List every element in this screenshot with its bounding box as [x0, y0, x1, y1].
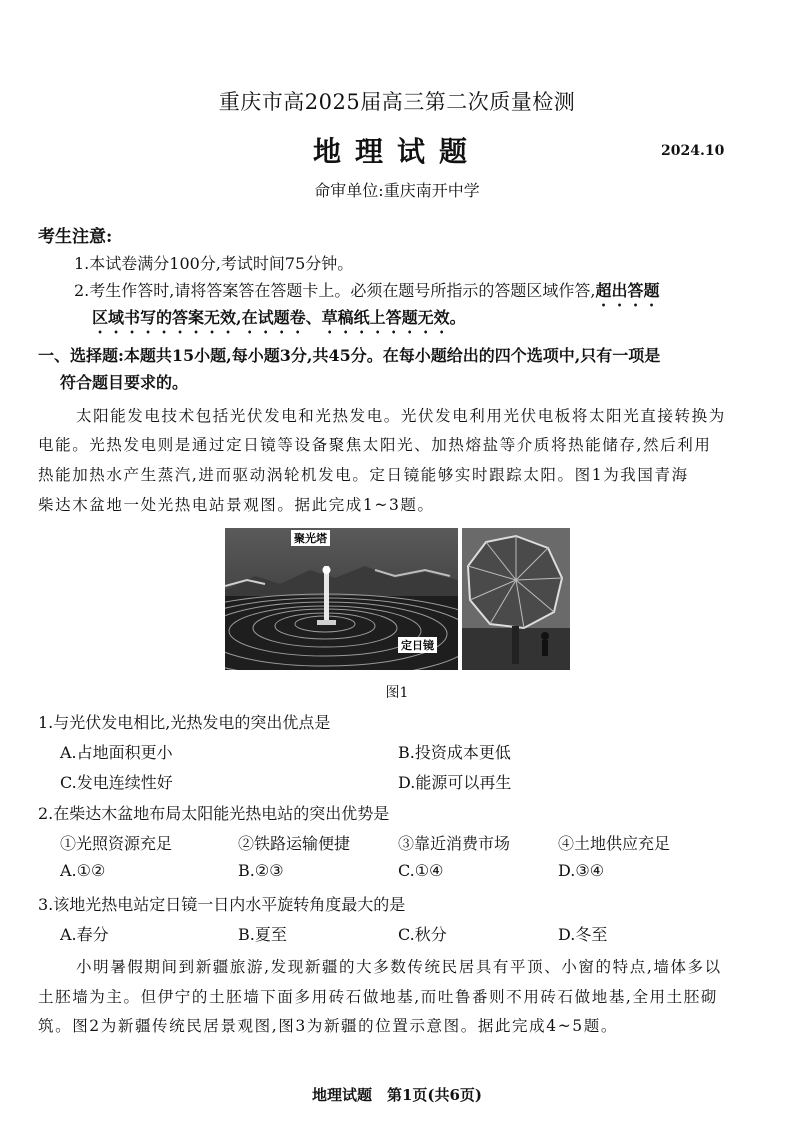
passage-1-line-4: 柴达木盆地一处光热电站景观图。据此完成1~3题。: [38, 496, 435, 514]
q1-option-a: A.占地面积更小: [60, 743, 173, 762]
exam-date: 2024.10: [661, 143, 725, 159]
figure-1-caption: 图1: [385, 685, 409, 701]
q1-option-b: B.投资成本更低: [398, 743, 511, 762]
subject-title: 地理试题: [312, 135, 481, 168]
notice-heading: 考生注意:: [38, 227, 113, 247]
q3-option-b: B.夏至: [238, 925, 287, 944]
page-footer: 地理试题 第1页(共6页): [311, 1086, 483, 1104]
question-3-stem: 3.该地光热电站定日镜一日内水平旋转角度最大的是: [38, 895, 406, 914]
exam-title: 重庆市高2025届高三第二次质量检测: [218, 90, 576, 114]
solar-plant-photo: [225, 528, 458, 670]
notice-emphasis-2: 区域书写的答案无效,在试题卷、草稿纸上答题无效: [92, 308, 450, 327]
passage-1-line-2: 电能。光热发电则是通过定日镜等设备聚焦太阳光、加热熔盐等介质将热能储存,然后利用: [38, 436, 712, 454]
notice-item-1: 1.本试卷满分100分,考试时间75分钟。: [74, 254, 354, 273]
passage-2-line-1: 小明暑假期间到新疆旅游,发现新疆的大多数传统民居具有平顶、小窗的特点,墙体多以: [76, 958, 722, 976]
q2-item-4: ④土地供应充足: [558, 834, 671, 853]
question-1-stem: 1.与光伏发电相比,光热发电的突出优点是: [38, 713, 331, 732]
notice-item-2-end: 。: [449, 308, 466, 327]
notice-emphasis-1: 超出答题: [595, 281, 660, 300]
heliostat-label: 定日镜: [398, 637, 437, 653]
q2-item-2: ②铁路运输便捷: [238, 834, 351, 853]
passage-2-line-3: 筑。图2为新疆传统民居景观图,图3为新疆的位置示意图。据此完成4~5题。: [38, 1017, 618, 1035]
q2-option-b: B.②③: [238, 861, 284, 880]
setter-unit: 命审单位:重庆南开中学: [314, 181, 480, 200]
q2-option-a: A.①②: [60, 861, 106, 880]
figure-1: [225, 528, 570, 670]
passage-1-line-1: 太阳能发电技术包括光伏发电和光热发电。光伏发电利用光伏电板将太阳光直接转换为: [76, 407, 726, 425]
question-2-stem: 2.在柴达木盆地布局太阳能光热电站的突出优势是: [38, 804, 390, 823]
q2-option-c: C.①④: [398, 861, 444, 880]
q2-option-d: D.③④: [558, 861, 605, 880]
q1-option-c: C.发电连续性好: [60, 773, 173, 792]
q1-option-d: D.能源可以再生: [398, 773, 512, 792]
q3-option-c: C.秋分: [398, 925, 447, 944]
q3-option-a: A.春分: [60, 925, 109, 944]
q2-item-3: ③靠近消费市场: [398, 834, 511, 853]
heliostat-photo: [462, 528, 570, 670]
q2-item-1: ①光照资源充足: [60, 834, 173, 853]
heliostat-illustration: [462, 528, 570, 670]
notice-item-2-cont: [92, 305, 466, 337]
passage-1-line-3: 热能加热水产生蒸汽,进而驱动涡轮机发电。定日镜能够实时跟踪太阳。图1为我国青海: [38, 466, 689, 484]
section-1-instruction: 一、选择题:本题共15小题,每小题3分,共45分。在每小题给出的四个选项中,只有一项是: [38, 346, 661, 365]
tower-label: 聚光塔: [291, 530, 330, 546]
section-1-instruction-cont: 符合题目要求的。: [60, 373, 189, 392]
notice-item-2-text: 2.考生作答时,请将答案答在答题卡上。必须在题号所指示的答题区域作答,: [74, 281, 596, 300]
passage-2-line-2: 土胚墙为主。但伊宁的土胚墙下面多用砖石做地基,而吐鲁番则不用砖石做地基,全用土胚砌: [38, 988, 718, 1006]
q3-option-d: D.冬至: [558, 925, 608, 944]
